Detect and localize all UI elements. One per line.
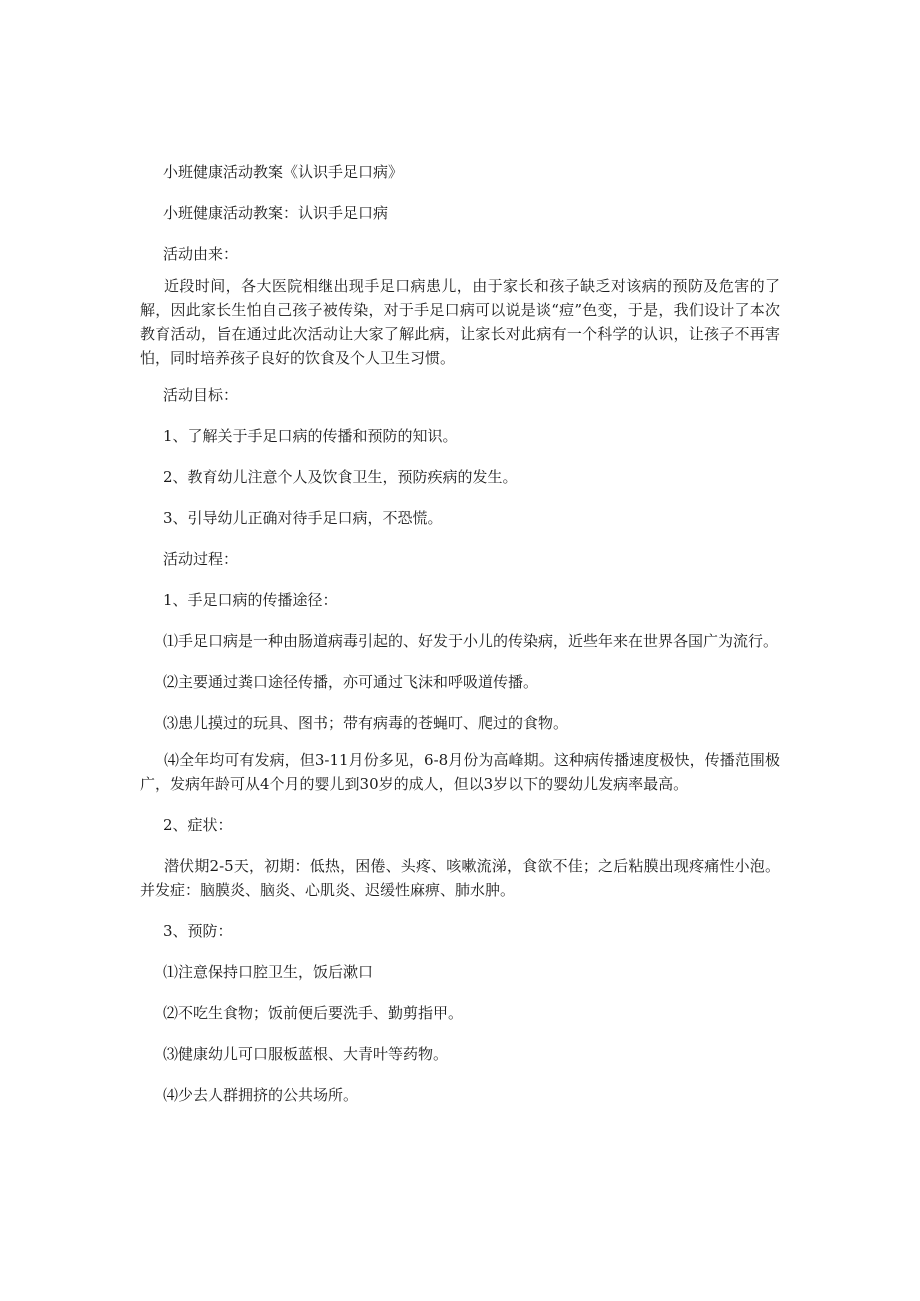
goal-item-2: 2、教育幼儿注意个人及饮食卫生，预防疾病的发生。 bbox=[163, 468, 518, 486]
section3-item-4: ⑷少去人群拥挤的公共场所。 bbox=[163, 1086, 359, 1104]
section3-heading: 3、预防： bbox=[163, 922, 233, 940]
document-title: 小班健康活动教案《认识手足口病》 bbox=[163, 163, 404, 181]
section3-item-3: ⑶健康幼儿可口服板蓝根、大青叶等药物。 bbox=[163, 1045, 449, 1063]
section1-heading: 1、手足口病的传播途径： bbox=[163, 591, 338, 609]
section1-item-3: ⑶患儿摸过的玩具、图书；带有病毒的苍蝇叮、爬过的食物。 bbox=[163, 714, 569, 732]
section1-item-1: ⑴手足口病是一种由肠道病毒引起的、好发于小儿的传染病，近些年来在世界各国广为流行。 bbox=[163, 632, 779, 650]
section1-item-2: ⑵主要通过粪口途径传播，亦可通过飞沫和呼吸道传播。 bbox=[163, 673, 539, 691]
section1-item-4: ⑷全年均可有发病，但3-11月份多见，6-8月份为高峰期。这种病传播速度极快，传播范围极广，发病年龄可从4个月的婴儿到30岁的成人，但以3岁以下的婴幼儿发病率最高。 bbox=[140, 751, 780, 793]
goals-heading: 活动目标： bbox=[163, 386, 239, 404]
section2-heading: 2、症状： bbox=[163, 816, 233, 834]
section3-item-1: ⑴注意保持口腔卫生，饭后漱口 bbox=[163, 963, 374, 981]
goal-item-3: 3、引导幼儿正确对待手足口病，不恐慌。 bbox=[163, 509, 443, 527]
section2-paragraph: 潜伏期2-5天，初期：低热，困倦、头疼、咳嗽流涕，食欲不佳；之后粘膜出现疼痛性小泡。并发症：脑膜炎、脑炎、心肌炎、迟缓性麻痹、肺水肿。 bbox=[140, 857, 780, 899]
section3-item-2: ⑵不吃生食物；饭前便后要洗手、勤剪指甲。 bbox=[163, 1004, 464, 1022]
origin-heading: 活动由来： bbox=[163, 245, 239, 263]
document-subtitle: 小班健康活动教案：认识手足口病 bbox=[163, 204, 389, 222]
goal-item-1: 1、了解关于手足口病的传播和预防的知识。 bbox=[163, 427, 458, 445]
origin-paragraph: 近段时间，各大医院相继出现手足口病患儿，由于家长和孩子缺乏对该病的预防及危害的了解，因此家长生怕自己孩子被传染，对于手足口病可以说是谈“痘”色变，于是，我们设计了本次教育活动，旨在通过此次活动让大家了解此病，让家长对此病有一个科学的认识，让孩子不再害怕，同时培养孩子良好的饮食及个人卫生习惯。 bbox=[140, 277, 780, 367]
process-heading: 活动过程： bbox=[163, 550, 239, 568]
